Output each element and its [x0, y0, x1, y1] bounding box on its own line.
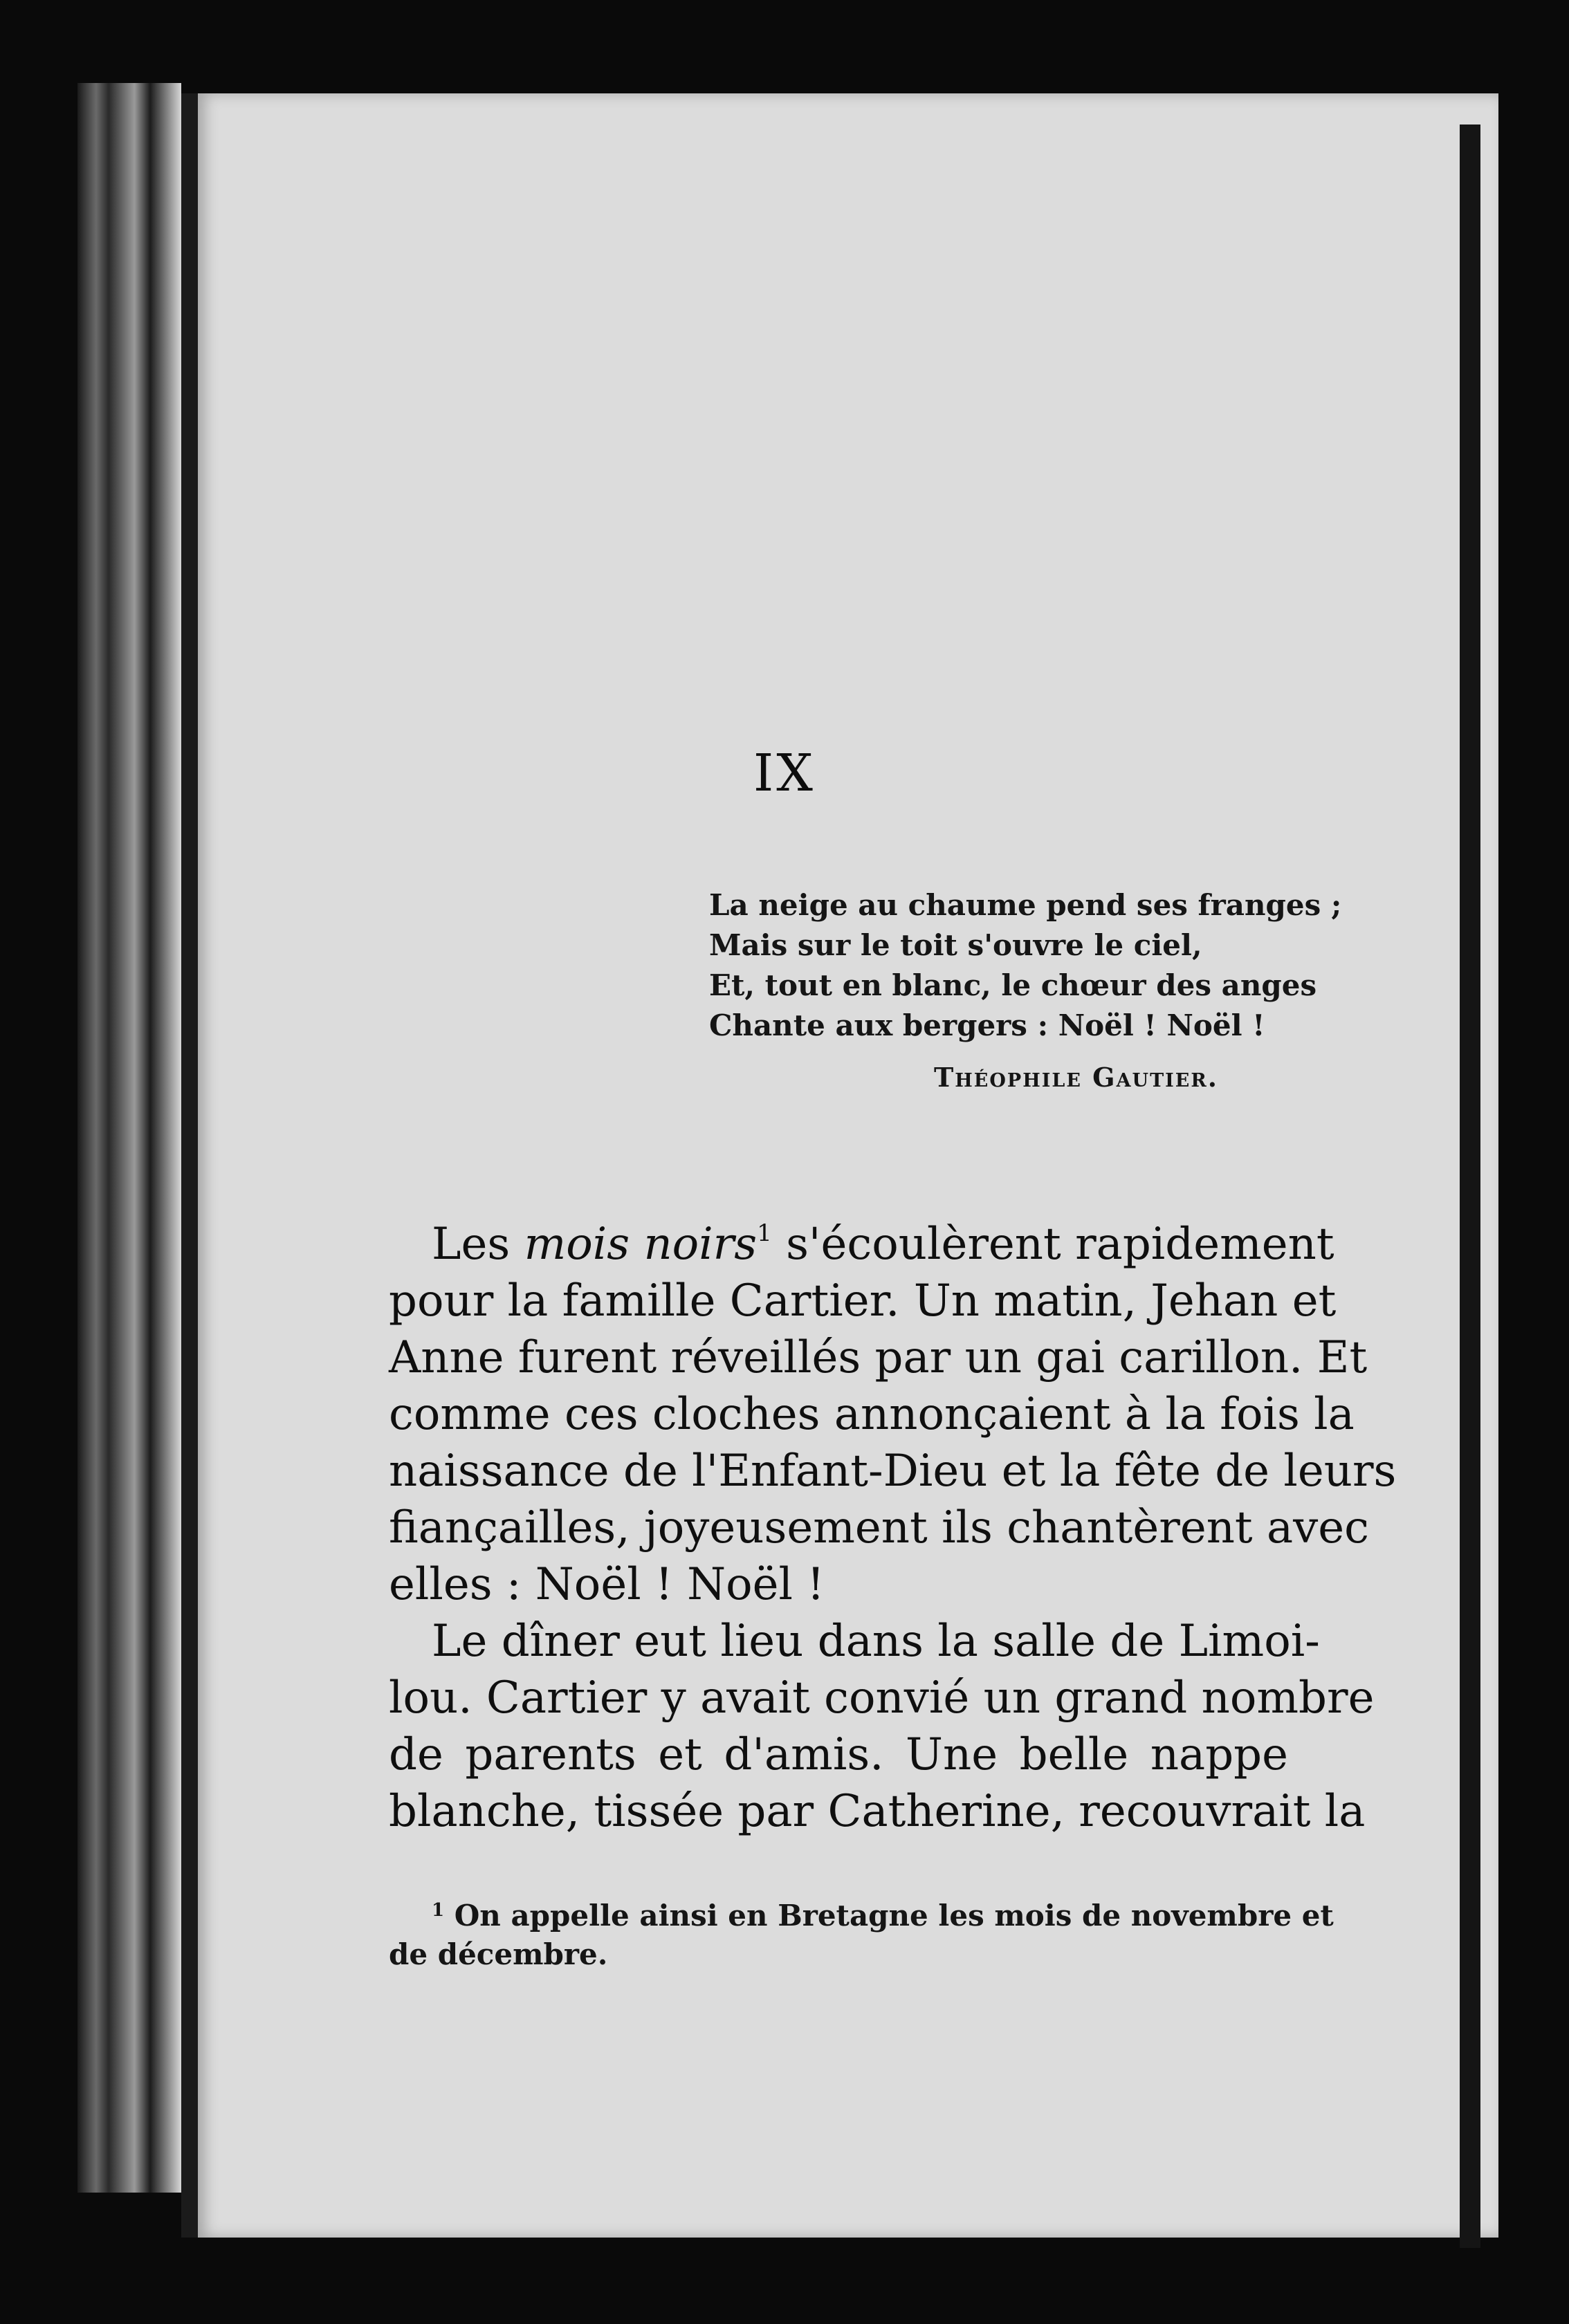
page-edge-shadow: [1460, 124, 1480, 2248]
paragraph-1-line: comme ces cloches annonçaient à la fois la: [389, 1389, 1355, 1440]
epigraph-line: Et, tout en blanc, le chœur des anges: [709, 968, 1317, 1002]
paragraph-1-line: elles : Noël ! Noël !: [389, 1559, 825, 1610]
paragraph-1-line: naissance de l'Enfant-Dieu et la fête de leurs: [389, 1446, 1397, 1497]
footnote-text: On appelle ainsi en Bretagne les mois de novembre et: [444, 1899, 1334, 1933]
footnote-line: [389, 1897, 1334, 1935]
paragraph-1-line: [389, 1216, 1334, 1273]
book-spine: [77, 83, 181, 2193]
epigraph-author: [934, 1062, 1218, 1093]
epigraph-line: La neige au chaume pend ses franges ;: [709, 888, 1342, 922]
paragraph-2-line: Le dîner eut lieu dans la salle de Limoi-: [432, 1616, 1320, 1667]
author-name: Théophile Gautier.: [934, 1062, 1219, 1093]
paragraph-1-line: fiançailles, joyeusement ils chantèrent avec: [389, 1502, 1369, 1553]
text-run: Les: [432, 1219, 524, 1270]
paragraph-2-line: blanche, tissée par Catherine, recouvrait la: [389, 1786, 1366, 1837]
paragraph-2-line: lou. Cartier y avait convié un grand nombre: [389, 1672, 1375, 1724]
paragraph-1-line: Anne furent réveillés par un gai carillon. Et: [389, 1332, 1368, 1383]
text-run: s'écoulèrent rapidement: [771, 1219, 1334, 1270]
paragraph-2-line: de parents et d'amis. Une belle nappe: [389, 1729, 1288, 1780]
epigraph-line: Mais sur le toit s'ouvre le ciel,: [709, 928, 1202, 962]
footnote: [389, 1897, 1334, 1974]
paragraph-1-line: pour la famille Cartier. Un matin, Jehan et: [389, 1275, 1337, 1327]
chapter-number: IX: [753, 744, 816, 803]
epigraph: [709, 885, 1341, 1046]
epigraph-line: Chante aux bergers : Noël ! Noël !: [709, 1008, 1265, 1042]
body-text: [389, 1216, 1397, 1840]
italic-term: mois noirs: [524, 1219, 758, 1270]
footnote-marker: 1: [432, 1900, 445, 1921]
footnote-line: de décembre.: [389, 1937, 608, 1971]
footnote-marker: 1: [757, 1219, 772, 1247]
